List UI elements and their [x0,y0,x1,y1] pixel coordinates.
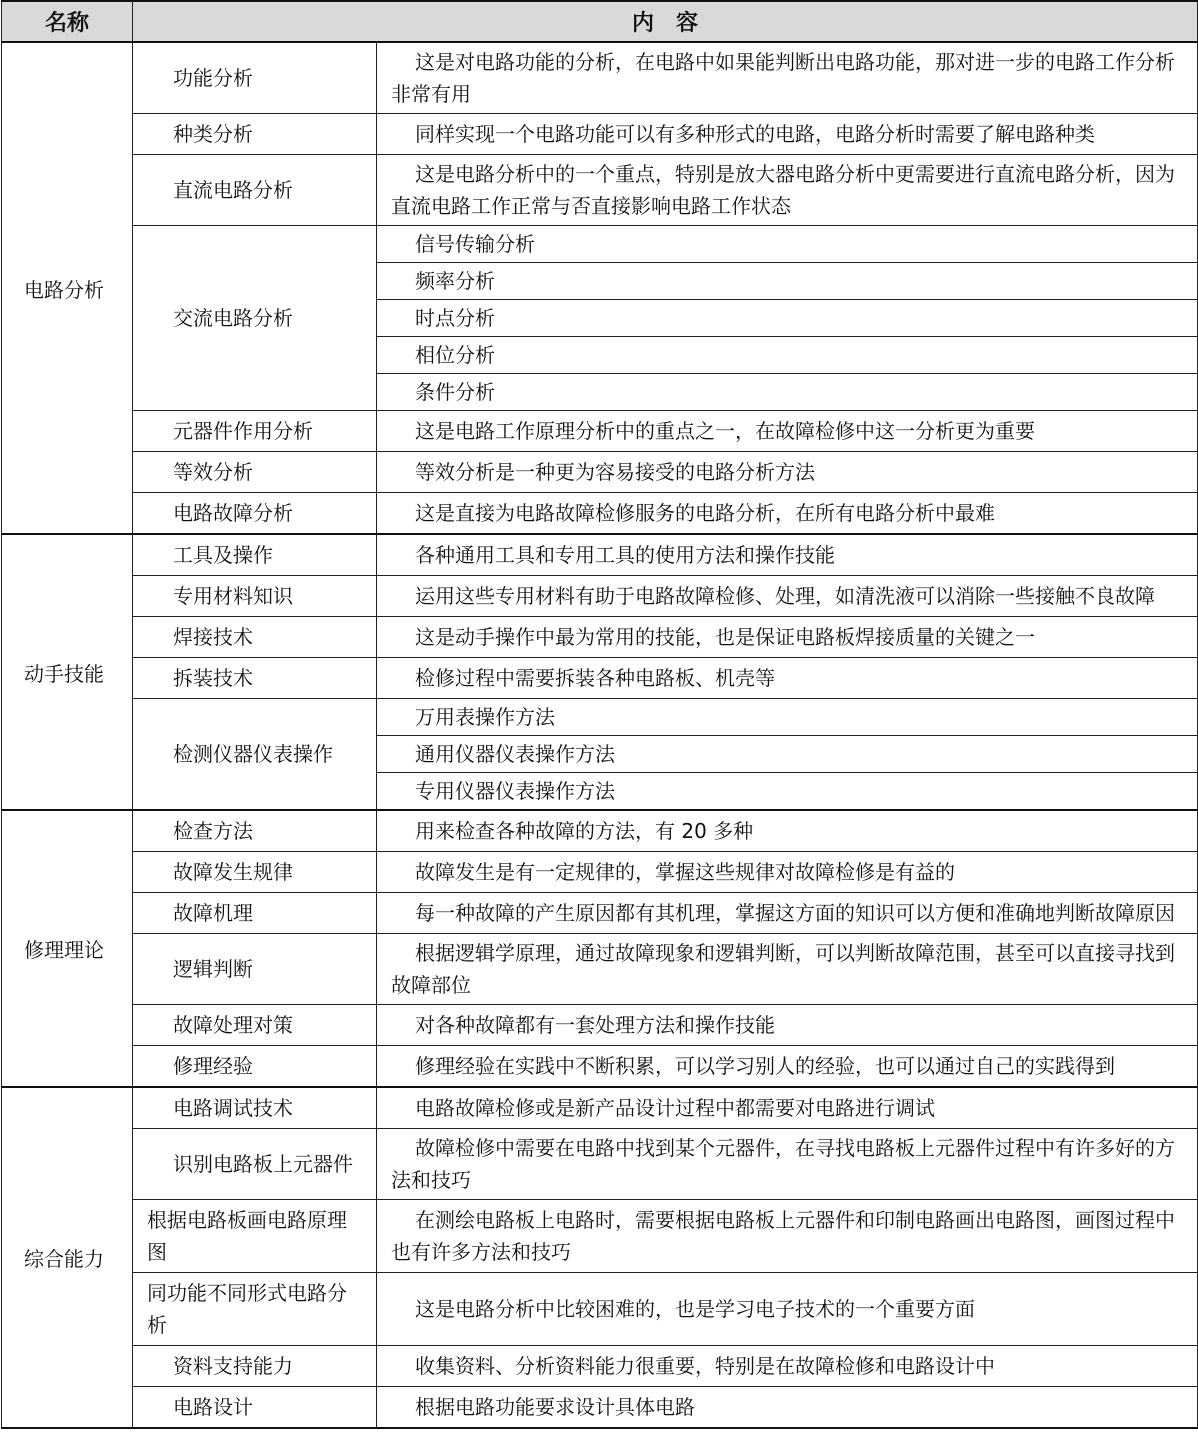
document-page [1,0,1197,1429]
content-cell: 这是电路分析中比较困难的，也是学习电子技术的一个重要方面 [377,1273,1198,1346]
content-cell: 电路故障检修或是新产品设计过程中都需要对电路进行调试 [377,1087,1198,1129]
item-cell: 直流电路分析 [133,155,377,226]
content-cell: 收集资料、分析资料能力很重要，特别是在故障检修和电路设计中 [377,1346,1198,1387]
item-cell: 同功能不同形式电路分析 [133,1273,377,1346]
content-cell: 同样实现一个电路功能可以有多种形式的电路，电路分析时需要了解电路种类 [377,114,1198,155]
item-cell: 逻辑判断 [133,934,377,1005]
table-row [2,1129,1198,1200]
content-cell: 故障检修中需要在电路中找到某个元器件，在寻找电路板上元器件过程中有许多好的方法和技巧 [377,1129,1198,1200]
content-cell: 相位分析 [377,337,1198,374]
item-cell: 识别电路板上元器件 [133,1129,377,1200]
category-cell: 综合能力 [2,1087,133,1428]
content-cell: 条件分析 [377,374,1198,411]
content-cell: 各种通用工具和专用工具的使用方法和操作技能 [377,534,1198,576]
item-cell: 根据电路板画电路原理图 [133,1200,377,1273]
item-cell: 电路调试技术 [133,1087,377,1129]
category-cell: 动手技能 [2,534,133,810]
table-row [2,893,1198,934]
table-row [2,493,1198,535]
group-1 [2,534,1198,810]
item-cell: 故障发生规律 [133,852,377,893]
item-cell: 拆装技术 [133,658,377,699]
content-cell: 时点分析 [377,300,1198,337]
table-row [2,411,1198,452]
item-cell: 资料支持能力 [133,1346,377,1387]
group-0 [2,42,1198,534]
table-row [2,1046,1198,1088]
content-cell: 这是动手操作中最为常用的技能，也是保证电路板焊接质量的关键之一 [377,617,1198,658]
item-cell: 焊接技术 [133,617,377,658]
content-cell: 通用仪器仪表操作方法 [377,736,1198,773]
content-cell: 信号传输分析 [377,226,1198,263]
table-row [2,810,1198,852]
item-cell: 交流电路分析 [133,226,377,411]
table-row [2,155,1198,226]
item-cell: 专用材料知识 [133,576,377,617]
table-row [2,1346,1198,1387]
content-cell: 运用这些专用材料有助于电路故障检修、处理，如清洗液可以消除一些接触不良故障 [377,576,1198,617]
content-cell: 这是电路工作原理分析中的重点之一，在故障检修中这一分析更为重要 [377,411,1198,452]
content-cell: 专用仪器仪表操作方法 [377,773,1198,811]
content-cell: 频率分析 [377,263,1198,300]
table-row [2,1387,1198,1429]
content-cell: 对各种故障都有一套处理方法和操作技能 [377,1005,1198,1046]
content-cell: 这是直接为电路故障检修服务的电路分析，在所有电路分析中最难 [377,493,1198,535]
content-cell: 万用表操作方法 [377,699,1198,736]
content-cell: 故障发生是有一定规律的，掌握这些规律对故障检修是有益的 [377,852,1198,893]
item-cell: 修理经验 [133,1046,377,1088]
table-row [2,1087,1198,1129]
item-cell: 电路故障分析 [133,493,377,535]
category-cell: 修理理论 [2,810,133,1087]
table-row [2,617,1198,658]
item-cell: 检查方法 [133,810,377,852]
table-row [2,1200,1198,1273]
table-row [2,42,1198,114]
table-row [2,934,1198,1005]
content-cell: 这是对电路功能的分析，在电路中如果能判断出电路功能，那对进一步的电路工作分析非常有用 [377,42,1198,114]
header-row [2,1,1198,42]
table-row [2,1273,1198,1346]
content-cell: 用来检查各种故障的方法，有 20 多种 [377,810,1198,852]
content-cell: 检修过程中需要拆装各种电路板、机壳等 [377,658,1198,699]
content-cell: 修理经验在实践中不断积累，可以学习别人的经验，也可以通过自己的实践得到 [377,1046,1198,1088]
table-row [2,576,1198,617]
content-cell: 每一种故障的产生原因都有其机理，掌握这方面的知识可以方便和准确地判断故障原因 [377,893,1198,934]
knowledge-table [1,0,1198,1429]
table-row [2,452,1198,493]
table-row [2,114,1198,155]
content-cell: 等效分析是一种更为容易接受的电路分析方法 [377,452,1198,493]
table-row [2,226,1198,263]
item-cell: 检测仪器仪表操作 [133,699,377,811]
table-row [2,699,1198,736]
content-cell: 根据电路功能要求设计具体电路 [377,1387,1198,1429]
item-cell: 功能分析 [133,42,377,114]
content-cell: 在测绘电路板上电路时，需要根据电路板上元器件和印制电路画出电路图，画图过程中也有许多方法和技巧 [377,1200,1198,1273]
item-cell: 工具及操作 [133,534,377,576]
item-cell: 元器件作用分析 [133,411,377,452]
item-cell: 故障机理 [133,893,377,934]
content-cell: 这是电路分析中的一个重点，特别是放大器电路分析中更需要进行直流电路分析，因为直流电路工作正常与否直接影响电路工作状态 [377,155,1198,226]
content-cell: 根据逻辑学原理，通过故障现象和逻辑判断，可以判断故障范围，甚至可以直接寻找到故障部位 [377,934,1198,1005]
table-row [2,852,1198,893]
header-name: 名称 [2,1,133,42]
item-cell: 故障处理对策 [133,1005,377,1046]
item-cell: 电路设计 [133,1387,377,1429]
group-2 [2,810,1198,1087]
item-cell: 等效分析 [133,452,377,493]
header-content: 内 容 [133,1,1198,42]
item-cell: 种类分析 [133,114,377,155]
table-row [2,658,1198,699]
table-row [2,534,1198,576]
table-row [2,1005,1198,1046]
category-cell: 电路分析 [2,42,133,534]
group-3 [2,1087,1198,1428]
